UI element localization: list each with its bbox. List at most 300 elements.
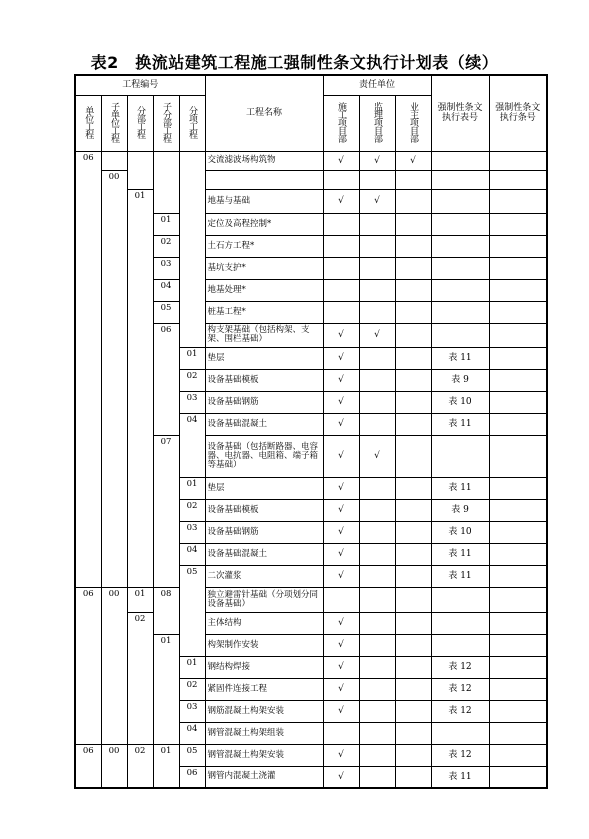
sub-unit-code: 00 [101, 744, 127, 766]
construction-check: √ [323, 678, 359, 700]
clause-no-cell [489, 499, 547, 521]
table-no-cell [431, 435, 489, 477]
construction-check: √ [323, 435, 359, 477]
sub-division-code [153, 347, 179, 369]
construction-check [323, 213, 359, 235]
unit-code: 06 [75, 151, 101, 170]
project-name-cell: 地基与基础 [205, 189, 323, 213]
item-code [179, 634, 205, 656]
clause-no-cell [489, 301, 547, 323]
sub-division-code: 05 [153, 301, 179, 323]
header-unit-project: 单位工程 [83, 105, 94, 138]
table-row [75, 587, 547, 612]
table-no-cell: 表 9 [431, 369, 489, 391]
project-name-cell: 桩基工程* [205, 301, 323, 323]
unit-code [75, 301, 101, 323]
owner-check [395, 678, 431, 700]
unit-code [75, 369, 101, 391]
sub-unit-code [101, 213, 127, 235]
table-row [75, 435, 547, 477]
project-name-cell: 地基处理* [205, 279, 323, 301]
owner-check [395, 477, 431, 499]
header-owner-dept: 业主项目部 [408, 101, 418, 142]
sub-unit-code: 00 [101, 587, 127, 612]
supervision-check [359, 634, 395, 656]
clause-no-cell [489, 656, 547, 678]
division-code: 01 [127, 189, 153, 213]
item-code: 02 [179, 369, 205, 391]
supervision-check [359, 612, 395, 634]
project-name-cell: 设备基础混凝土 [205, 413, 323, 435]
item-code: 01 [179, 656, 205, 678]
project-name-cell [205, 170, 323, 189]
division-code [127, 323, 153, 347]
header-project-name: 工程名称 [205, 75, 323, 151]
sub-division-code [153, 391, 179, 413]
supervision-check [359, 413, 395, 435]
division-code [127, 279, 153, 301]
header-sub-unit-project: 子单位工程 [109, 101, 119, 142]
owner-check [395, 235, 431, 257]
supervision-check [359, 279, 395, 301]
project-name-cell: 设备基础混凝土 [205, 543, 323, 565]
sub-division-code: 01 [153, 744, 179, 766]
supervision-check [359, 477, 395, 499]
division-code [127, 391, 153, 413]
table-row [75, 543, 547, 565]
unit-code [75, 477, 101, 499]
table-no-cell: 表 10 [431, 391, 489, 413]
clause-no-cell [489, 678, 547, 700]
table-no-cell: 表 12 [431, 656, 489, 678]
supervision-check [359, 744, 395, 766]
project-name-cell: 主体结构 [205, 612, 323, 634]
supervision-check: √ [359, 435, 395, 477]
table-no-cell: 表 9 [431, 499, 489, 521]
sub-division-code: 03 [153, 257, 179, 279]
project-name-cell: 基坑支护* [205, 257, 323, 279]
sub-division-code [153, 151, 179, 170]
division-code [127, 656, 153, 678]
owner-check [395, 413, 431, 435]
item-code [179, 587, 205, 612]
sub-division-code [153, 766, 179, 788]
unit-code [75, 413, 101, 435]
sub-division-code [153, 565, 179, 587]
supervision-check [359, 369, 395, 391]
construction-check: √ [323, 323, 359, 347]
owner-check [395, 565, 431, 587]
table-row [75, 213, 547, 235]
table-no-cell [431, 189, 489, 213]
project-name-cell: 独立避雷针基础（分项划分同设备基础） [205, 587, 323, 612]
sub-unit-code: 00 [101, 170, 127, 189]
supervision-check [359, 235, 395, 257]
table-row [75, 151, 547, 170]
table-no-cell [431, 722, 489, 744]
sub-unit-code [101, 477, 127, 499]
project-name-cell: 钢筋混凝土构架安装 [205, 700, 323, 722]
table-row [75, 257, 547, 279]
clause-no-cell [489, 722, 547, 744]
table-row [75, 347, 547, 369]
sub-unit-code [101, 499, 127, 521]
owner-check [395, 435, 431, 477]
sub-unit-code [101, 565, 127, 587]
header-division: 分部工程 [135, 105, 145, 138]
unit-code: 06 [75, 587, 101, 612]
table-row [75, 700, 547, 722]
construction-check [323, 722, 359, 744]
supervision-check [359, 170, 395, 189]
clause-no-cell [489, 634, 547, 656]
supervision-check [359, 499, 395, 521]
plan-table [74, 74, 548, 789]
sub-division-code [153, 612, 179, 634]
clause-no-cell [489, 257, 547, 279]
sub-division-code: 01 [153, 634, 179, 656]
table-no-cell [431, 323, 489, 347]
item-code: 05 [179, 744, 205, 766]
unit-code [75, 700, 101, 722]
construction-check [323, 170, 359, 189]
project-name-cell: 垫层 [205, 477, 323, 499]
sub-unit-code [101, 413, 127, 435]
division-code: 01 [127, 587, 153, 612]
sub-division-code: 08 [153, 587, 179, 612]
item-code: 06 [179, 766, 205, 788]
item-code [179, 323, 205, 347]
construction-check [323, 587, 359, 612]
owner-check [395, 543, 431, 565]
item-code: 04 [179, 722, 205, 744]
division-code [127, 722, 153, 744]
item-code [179, 301, 205, 323]
table-row [75, 279, 547, 301]
division-code: 02 [127, 612, 153, 634]
division-code [127, 347, 153, 369]
sub-unit-code [101, 235, 127, 257]
construction-check [323, 235, 359, 257]
division-code [127, 257, 153, 279]
division-code [127, 151, 153, 170]
owner-check [395, 257, 431, 279]
item-code [179, 151, 205, 170]
division-code [127, 678, 153, 700]
owner-check [395, 722, 431, 744]
table-row [75, 369, 547, 391]
clause-no-cell [489, 477, 547, 499]
sub-unit-code [101, 612, 127, 634]
header-construction-dept: 施工项目部 [336, 101, 346, 142]
supervision-check [359, 678, 395, 700]
table-no-cell [431, 587, 489, 612]
division-code [127, 301, 153, 323]
sub-unit-code [101, 279, 127, 301]
division-code [127, 369, 153, 391]
construction-check: √ [323, 151, 359, 170]
table-no-cell: 表 10 [431, 521, 489, 543]
owner-check [395, 170, 431, 189]
construction-check: √ [323, 634, 359, 656]
header-responsible-unit: 责任单位 [323, 75, 431, 95]
clause-no-cell [489, 521, 547, 543]
construction-check: √ [323, 413, 359, 435]
supervision-check [359, 347, 395, 369]
item-code: 02 [179, 678, 205, 700]
unit-code [75, 521, 101, 543]
sub-division-code: 04 [153, 279, 179, 301]
construction-check: √ [323, 656, 359, 678]
unit-code [75, 678, 101, 700]
clause-no-cell [489, 213, 547, 235]
table-row [75, 189, 547, 213]
construction-check: √ [323, 189, 359, 213]
sub-unit-code [101, 543, 127, 565]
project-name-cell: 钢管内混凝土浇灌 [205, 766, 323, 788]
division-code [127, 435, 153, 477]
table-row [75, 477, 547, 499]
table-row [75, 565, 547, 587]
sub-unit-code [101, 656, 127, 678]
item-code: 03 [179, 700, 205, 722]
sub-unit-code [101, 678, 127, 700]
division-code [127, 213, 153, 235]
unit-code [75, 543, 101, 565]
supervision-check: √ [359, 151, 395, 170]
header-clause-no: 强制性条文执行条号 [489, 75, 547, 151]
clause-no-cell [489, 170, 547, 189]
division-code [127, 477, 153, 499]
project-name-cell: 设备基础模板 [205, 499, 323, 521]
sub-division-code [153, 413, 179, 435]
sub-unit-code [101, 323, 127, 347]
supervision-check [359, 521, 395, 543]
item-code [179, 279, 205, 301]
table-no-cell: 表 11 [431, 565, 489, 587]
item-code [179, 612, 205, 634]
page-title: 表2 换流站建筑工程施工强制性条文执行计划表（续） [90, 53, 499, 72]
project-name-cell: 定位及高程控制* [205, 213, 323, 235]
owner-check [395, 634, 431, 656]
unit-code [75, 323, 101, 347]
project-name-cell: 钢结构焊接 [205, 656, 323, 678]
owner-check [395, 189, 431, 213]
unit-code [75, 634, 101, 656]
construction-check: √ [323, 543, 359, 565]
unit-code [75, 347, 101, 369]
project-name-cell: 钢管混凝土构架组装 [205, 722, 323, 744]
project-name-cell: 设备基础钢筋 [205, 391, 323, 413]
sub-division-code [153, 656, 179, 678]
sub-unit-code [101, 521, 127, 543]
clause-no-cell [489, 565, 547, 587]
owner-check [395, 744, 431, 766]
construction-check: √ [323, 612, 359, 634]
unit-code [75, 279, 101, 301]
owner-check [395, 347, 431, 369]
sub-division-code: 01 [153, 213, 179, 235]
supervision-check [359, 766, 395, 788]
supervision-check [359, 700, 395, 722]
unit-code [75, 257, 101, 279]
sub-division-code: 06 [153, 323, 179, 347]
owner-check [395, 766, 431, 788]
table-no-cell [431, 257, 489, 279]
table-no-cell [431, 301, 489, 323]
clause-no-cell [489, 543, 547, 565]
clause-no-cell [489, 413, 547, 435]
clause-no-cell [489, 279, 547, 301]
sub-division-code [153, 678, 179, 700]
table-no-cell [431, 151, 489, 170]
table-no-cell: 表 11 [431, 766, 489, 788]
sub-division-code [153, 700, 179, 722]
clause-no-cell [489, 323, 547, 347]
owner-check [395, 369, 431, 391]
item-code: 01 [179, 477, 205, 499]
sub-division-code [153, 369, 179, 391]
unit-code [75, 499, 101, 521]
construction-check: √ [323, 744, 359, 766]
construction-check: √ [323, 766, 359, 788]
sub-division-code [153, 499, 179, 521]
table-row [75, 634, 547, 656]
clause-no-cell [489, 347, 547, 369]
sub-unit-code [101, 634, 127, 656]
unit-code [75, 189, 101, 213]
division-code [127, 235, 153, 257]
project-name-cell: 设备基础（包括断路器、电容器、电抗器、电阻箱、端子箱等基础） [205, 435, 323, 477]
item-code: 02 [179, 499, 205, 521]
supervision-check [359, 722, 395, 744]
construction-check: √ [323, 347, 359, 369]
sub-division-code [153, 170, 179, 189]
project-name-cell: 设备基础钢筋 [205, 521, 323, 543]
unit-code [75, 565, 101, 587]
supervision-check: √ [359, 323, 395, 347]
item-code: 03 [179, 521, 205, 543]
project-name-cell: 设备基础模板 [205, 369, 323, 391]
construction-check: √ [323, 477, 359, 499]
unit-code: 06 [75, 744, 101, 766]
owner-check [395, 301, 431, 323]
clause-no-cell [489, 766, 547, 788]
owner-check [395, 499, 431, 521]
division-code [127, 634, 153, 656]
table-no-cell: 表 11 [431, 413, 489, 435]
clause-no-cell [489, 435, 547, 477]
table-row [75, 235, 547, 257]
item-code: 05 [179, 565, 205, 587]
table-row [75, 301, 547, 323]
unit-code [75, 235, 101, 257]
sub-unit-code [101, 766, 127, 788]
item-code [179, 257, 205, 279]
table-no-cell [431, 634, 489, 656]
sub-division-code: 07 [153, 435, 179, 477]
construction-check [323, 257, 359, 279]
clause-no-cell [489, 369, 547, 391]
construction-check: √ [323, 700, 359, 722]
table-no-cell [431, 279, 489, 301]
clause-no-cell [489, 391, 547, 413]
supervision-check [359, 213, 395, 235]
table-row [75, 170, 547, 189]
project-name-cell: 垫层 [205, 347, 323, 369]
construction-check [323, 301, 359, 323]
owner-check: √ [395, 151, 431, 170]
clause-no-cell [489, 235, 547, 257]
division-code [127, 499, 153, 521]
table-no-cell: 表 11 [431, 347, 489, 369]
sub-division-code [153, 477, 179, 499]
table-row [75, 391, 547, 413]
item-code [179, 235, 205, 257]
division-code [127, 413, 153, 435]
unit-code [75, 391, 101, 413]
sub-unit-code [101, 151, 127, 170]
unit-code [75, 170, 101, 189]
supervision-check: √ [359, 189, 395, 213]
sub-division-code [153, 543, 179, 565]
sub-unit-code [101, 722, 127, 744]
construction-check: √ [323, 499, 359, 521]
table-no-cell [431, 213, 489, 235]
header-sub-division: 子分部工程 [161, 101, 171, 142]
table-no-cell: 表 12 [431, 678, 489, 700]
clause-no-cell [489, 700, 547, 722]
table-row [75, 499, 547, 521]
sub-unit-code [101, 257, 127, 279]
item-code: 01 [179, 347, 205, 369]
item-code: 04 [179, 413, 205, 435]
header-table-no: 强制性条文执行表号 [431, 75, 489, 151]
division-code [127, 700, 153, 722]
sub-unit-code [101, 435, 127, 477]
project-name-cell: 二次灌浆 [205, 565, 323, 587]
sub-unit-code [101, 189, 127, 213]
supervision-check [359, 565, 395, 587]
project-name-cell: 交流滤波场构筑物 [205, 151, 323, 170]
owner-check [395, 700, 431, 722]
table-row [75, 678, 547, 700]
unit-code [75, 213, 101, 235]
supervision-check [359, 257, 395, 279]
table-row [75, 413, 547, 435]
project-name-cell: 构架制作安装 [205, 634, 323, 656]
project-name-cell: 紧固件连接工程 [205, 678, 323, 700]
sub-division-code [153, 521, 179, 543]
sub-division-code [153, 722, 179, 744]
construction-check: √ [323, 391, 359, 413]
owner-check [395, 213, 431, 235]
division-code [127, 170, 153, 189]
table-row [75, 722, 547, 744]
item-code [179, 213, 205, 235]
table-no-cell [431, 612, 489, 634]
table-row [75, 323, 547, 347]
supervision-check [359, 391, 395, 413]
construction-check: √ [323, 369, 359, 391]
unit-code [75, 656, 101, 678]
project-name-cell: 土石方工程* [205, 235, 323, 257]
sub-unit-code [101, 369, 127, 391]
unit-code [75, 612, 101, 634]
construction-check: √ [323, 521, 359, 543]
sub-division-code [153, 189, 179, 213]
item-code [179, 170, 205, 189]
